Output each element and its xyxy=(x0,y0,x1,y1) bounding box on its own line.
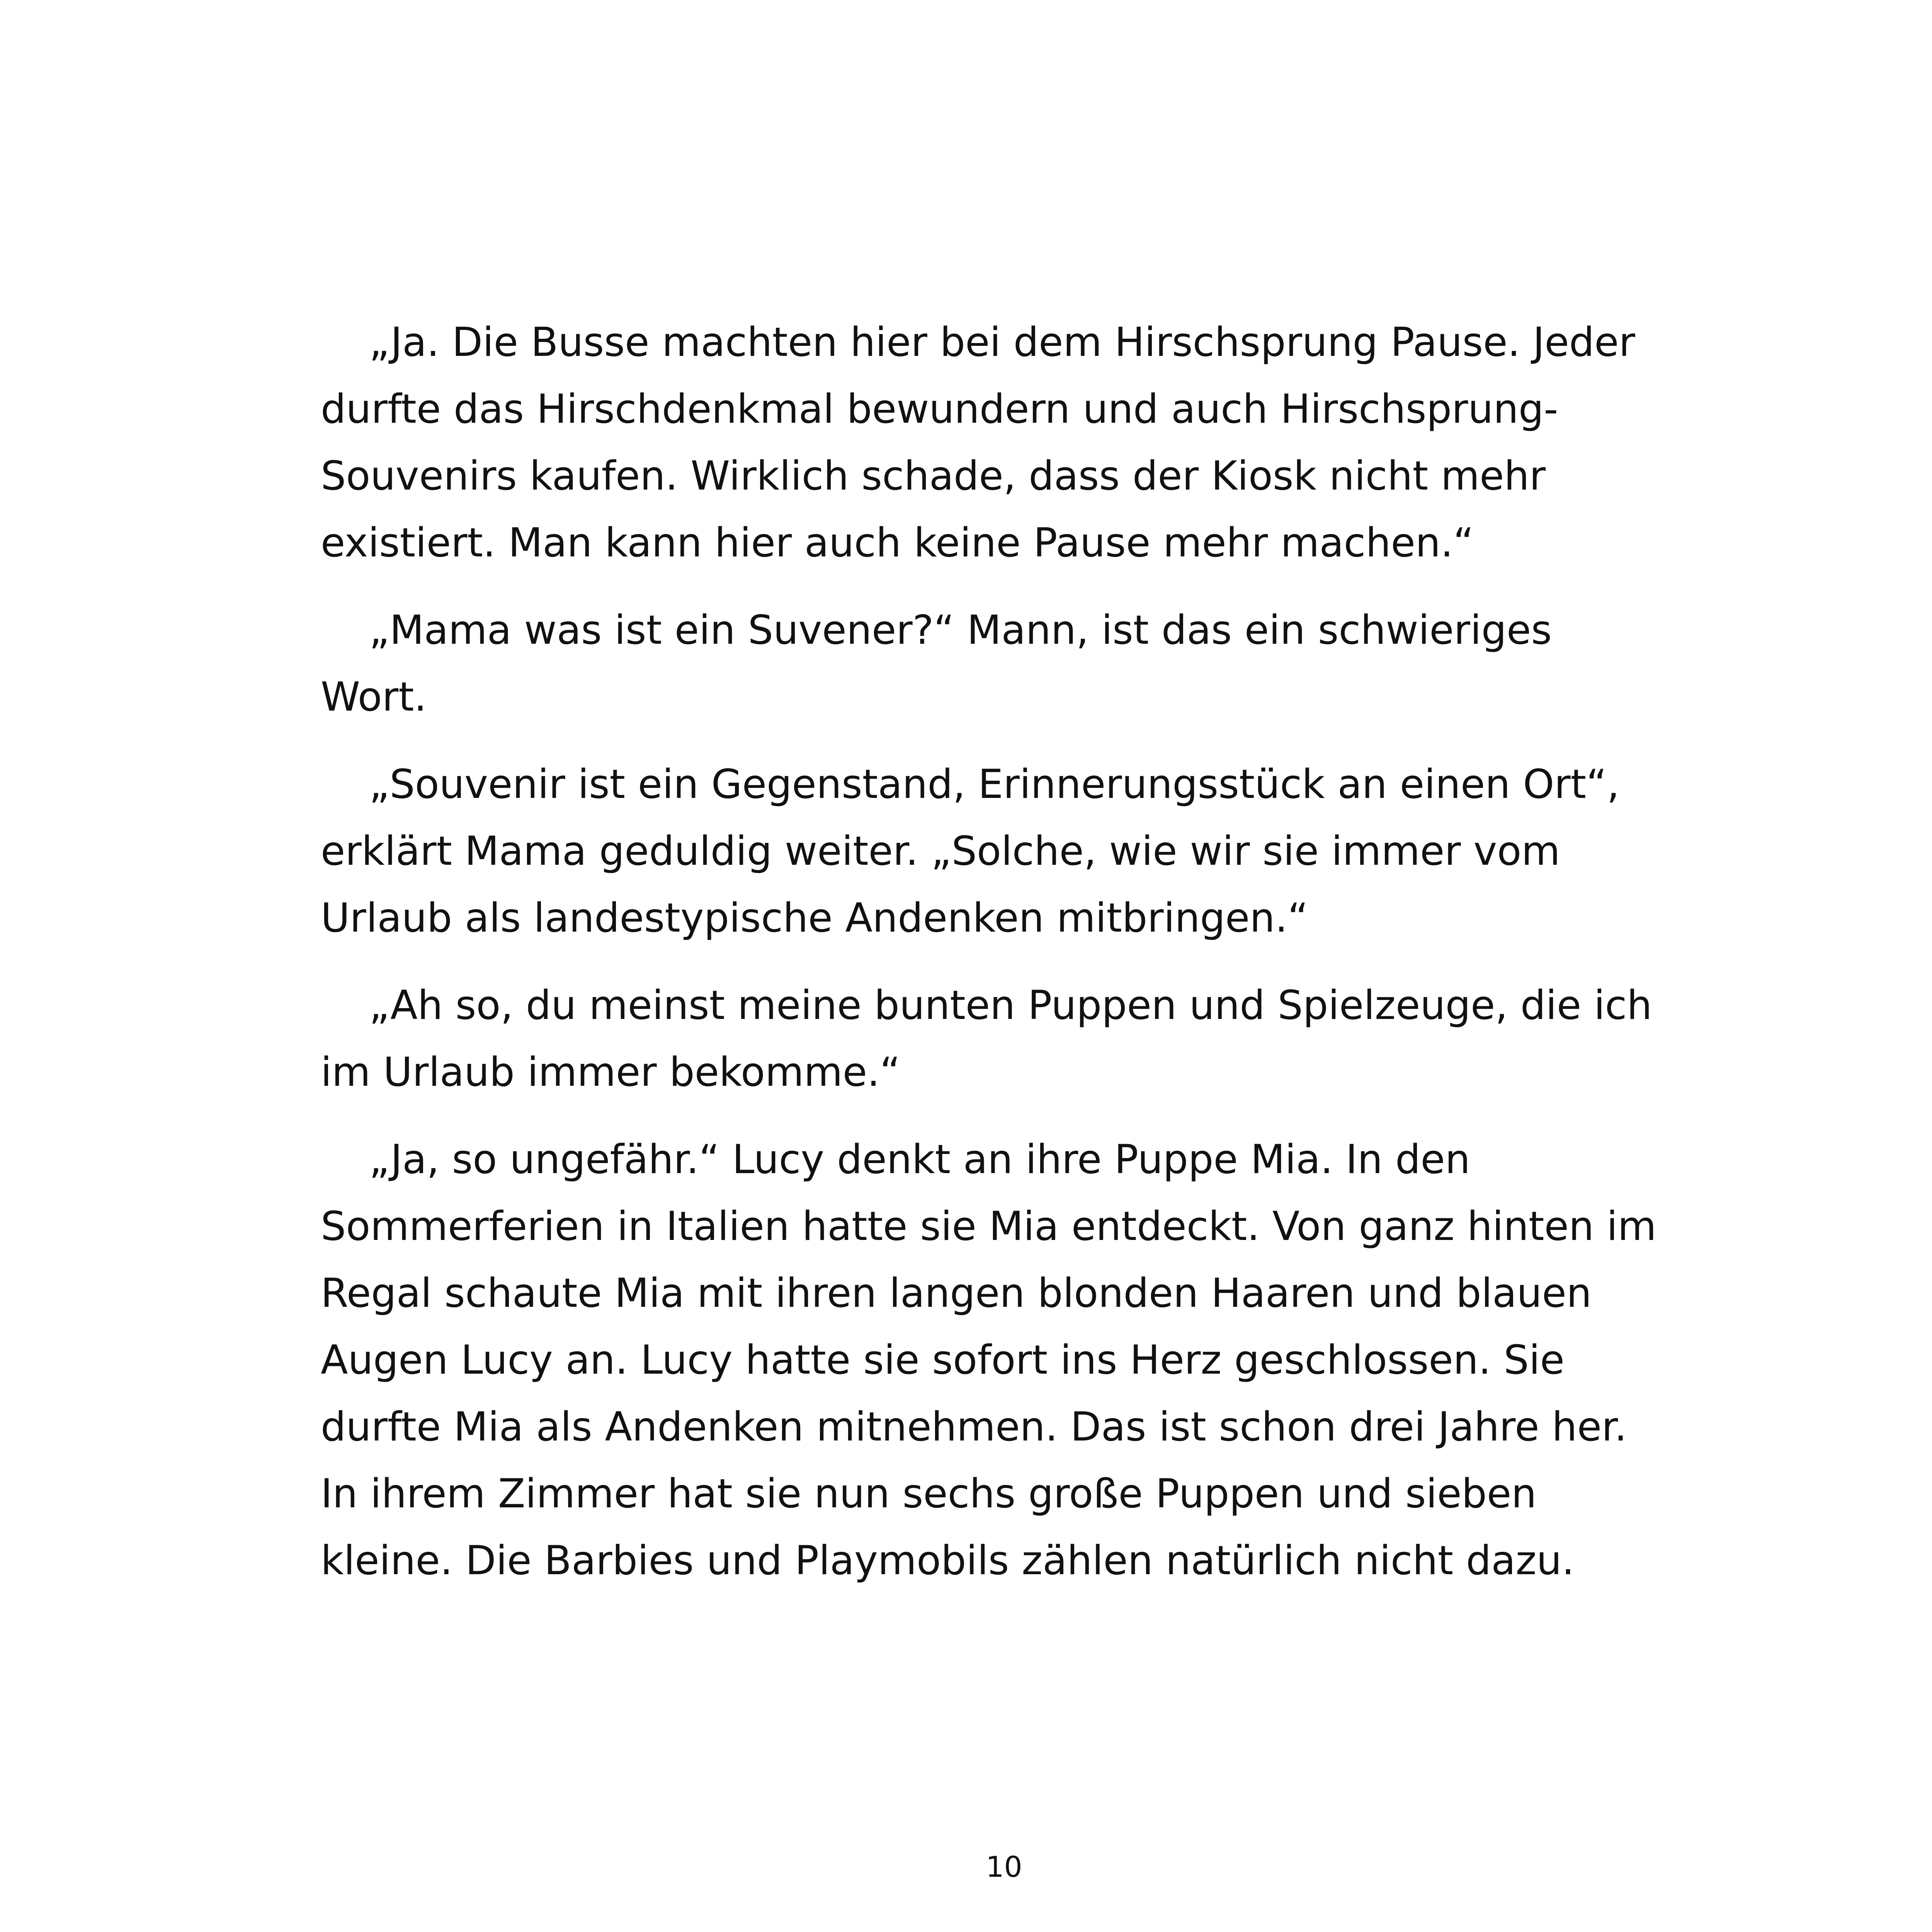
text-line: „Ja. Die Busse machten hier bei dem Hirschsprung Pause. Jeder xyxy=(369,319,1635,366)
text-line: Souvenirs kaufen. Wirklich schade, dass der Kiosk nicht mehr xyxy=(321,453,1546,499)
text-line: Wort. xyxy=(321,674,427,720)
paragraph-3 xyxy=(321,751,1662,952)
text-line: Augen Lucy an. Lucy hatte sie sofort ins Herz geschlossen. Sie xyxy=(321,1337,1565,1383)
page-number: 10 xyxy=(986,1850,1022,1884)
text-line: „Ah so, du meinst meine bunten Puppen und Spielzeuge, die ich xyxy=(369,982,1652,1029)
paragraph-5 xyxy=(321,1126,1662,1594)
text-line: erklärt Mama geduldig weiter. „Solche, wie wir sie immer vom xyxy=(321,828,1560,874)
text-line: Regal schaute Mia mit ihren langen blonden Haaren und blauen xyxy=(321,1270,1592,1316)
text-line: im Urlaub immer bekomme.“ xyxy=(321,1049,901,1095)
paragraph-2 xyxy=(321,597,1662,731)
text-line: existiert. Man kann hier auch keine Pause mehr machen.“ xyxy=(321,520,1474,566)
text-line: Urlaub als landestypische Andenken mitbringen.“ xyxy=(321,895,1308,941)
paragraph-1 xyxy=(321,309,1662,577)
paragraph-4 xyxy=(321,972,1662,1106)
text-line: Sommerferien in Italien hatte sie Mia entdeckt. Von ganz hinten im xyxy=(321,1203,1656,1250)
text-line: „Mama was ist ein Suvener?“ Mann, ist das ein schwieriges xyxy=(369,607,1552,653)
body-text xyxy=(321,309,1662,1594)
text-line: durfte das Hirschdenkmal bewundern und auch Hirschsprung- xyxy=(321,386,1558,432)
text-line: durfte Mia als Andenken mitnehmen. Das ist schon drei Jahre her. xyxy=(321,1404,1627,1450)
text-line: kleine. Die Barbies und Playmobils zählen natürlich nicht dazu. xyxy=(321,1537,1575,1584)
text-line: „Souvenir ist ein Gegenstand, Erinnerungsstück an einen Ort“, xyxy=(369,761,1620,808)
text-line: In ihrem Zimmer hat sie nun sechs große Puppen und sieben xyxy=(321,1471,1537,1517)
text-line: „Ja, so ungefähr.“ Lucy denkt an ihre Puppe Mia. In den xyxy=(369,1136,1471,1183)
